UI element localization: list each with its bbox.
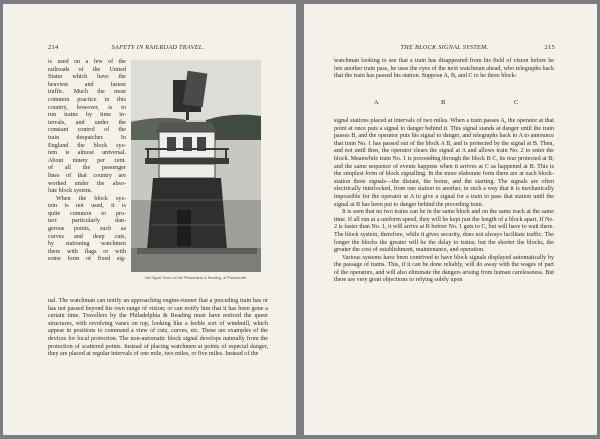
column-line: tem is not used, it is [48,203,126,210]
column-paragraph-1 [48,59,126,196]
column-line: curves and deep cuts, [48,233,126,240]
left-running-head [48,44,268,54]
column-line: When the block sys- [56,195,126,202]
station-c-label: C [514,99,519,106]
right-running-head [334,44,555,54]
column-line: is used on a few of the [48,59,126,65]
block-diagram [334,99,554,111]
column-line: common practice in this [48,96,126,103]
column-line: train despatcher. In [48,134,126,141]
station-b-label: B [441,99,446,106]
right-body-text [334,118,554,285]
signal-tower-photo [131,60,261,272]
left-page [3,4,296,435]
right-intro-text [334,58,554,81]
right-page [304,4,597,435]
column-line: run trains by time in- [48,112,126,119]
column-line: lines of that country are [48,172,126,179]
column-line: tect particularly dan- [48,218,126,225]
column-line: lute block system. [48,188,93,195]
right-running-title: THE BLOCK SIGNAL SYSTEM. [400,44,489,51]
left-full-paragraph: nal. The watchman can notify an approaching engine-runner that a preceding train has or has not passed beyond his own range of vision; or can notify him that it has been gone a certain time. Travellers by the Philadelphia & Reading must have noticed the queer structures, with revolving vanes on top, looking like a feeble sort of windmill, which appear in positions to command a view of cuts, curves, etc. These are examples of the devices for local protection. The non-automatic block signal develops naturally from the protection of scattered points. Instead of placing watchmen at points of especial danger, they are placed at regular intervals of one mile, two miles, or five miles. Instead of the [48,298,268,358]
left-column-text [48,59,126,264]
column-line: country, however, is to [48,104,126,111]
column-line: some form of fixed sig- [48,256,126,263]
figure-caption: Old Signal Tower on the Philadelphia & Reading, at Phoenixville. [144,276,248,280]
column-line: traffic. Much the most [48,89,126,96]
column-line: by stationing watchmen [48,241,126,248]
body-paragraph-3: Various systems have been contrived to have block signals displayed automatically by the passage of trains. This, if it can be done reliably, will do away with the wages of part of the operators, and will also eliminate the dangers arising from human carelessness. But there are very great objections to relying solely upon [334,254,554,284]
column-line: worked under the abso- [48,180,126,187]
body-paragraph-1: signal stations placed at intervals of two miles. When a train passes A, the operator at that point at once puts a signal to danger behind it. This signal stands at danger until the train passes B, and the operator puts his signal to danger, and telegraphs back to A to announce that train No. 1 has passed out of the block A B, and is protected by the signal at B. Then, and not until then, the operator clears the signal at A and allows train No. 2 to enter the block. Meanwhile train No. 1 is proceeding through the block B C, its rear protected at B; and the same sequence of events happens when it arrives at C as happened at B. This is the simplest form of block signalling. In the more elaborate form there are at each block-station three signals—the distant, the home, and the starting. The signals are often electrically interlocked, from one station to another, in such a way that it is mechanically impossible for the operator at A to give a signal for a train to pass that station until the signal at B has been put to danger behind the preceding train. [334,118,554,208]
column-line: tem is almost universal. [48,150,126,157]
intro-paragraph: watchman looking to see that a train has disappeared from his field of vision before he lets another train pass, he uses the eyes of the next watchman ahead, who telegraphs back that the train has passed his station. Suppose A, B, and C to be three block- [334,58,554,80]
column-line: About ninety per cent. [48,157,126,164]
column-line: gerous points, such as [48,226,126,233]
left-page-number: 214 [48,44,59,51]
column-line: England the block sys- [48,142,126,149]
column-line: heaviest and fastest [48,81,126,88]
left-full-text [48,298,268,359]
body-paragraph-2: It is seen that no two trains can be in the same block and on the same track at the same time. If all run at a uniform speed, they will be kept just the length of a block apart. If No. 2 is faster than No. 1, it will arrive at B before No. 1 gets to C, but will have to wait there. The block system, therefore, while it gives security, does not always facilitate traffic. The longer the blocks the greater will be the delay to trains; but the shorter the blocks, the greater the cost of establishment, maintenance, and operation. [334,209,554,254]
column-line: of all the passenger [48,165,126,172]
column-line: railroads of the United [48,66,126,73]
station-a-label: A [374,99,379,106]
column-line: constant control of the [48,127,126,134]
left-running-title: SAFETY IN RAILROAD TRAVEL. [111,44,205,51]
column-paragraph-2 [48,196,126,264]
column-line: tervals, and under the [48,119,126,126]
column-line: there with flags or with [48,248,126,255]
column-line: States which have the [48,74,126,81]
column-line: quite common to pro- [48,210,126,217]
right-page-number: 215 [544,44,555,51]
